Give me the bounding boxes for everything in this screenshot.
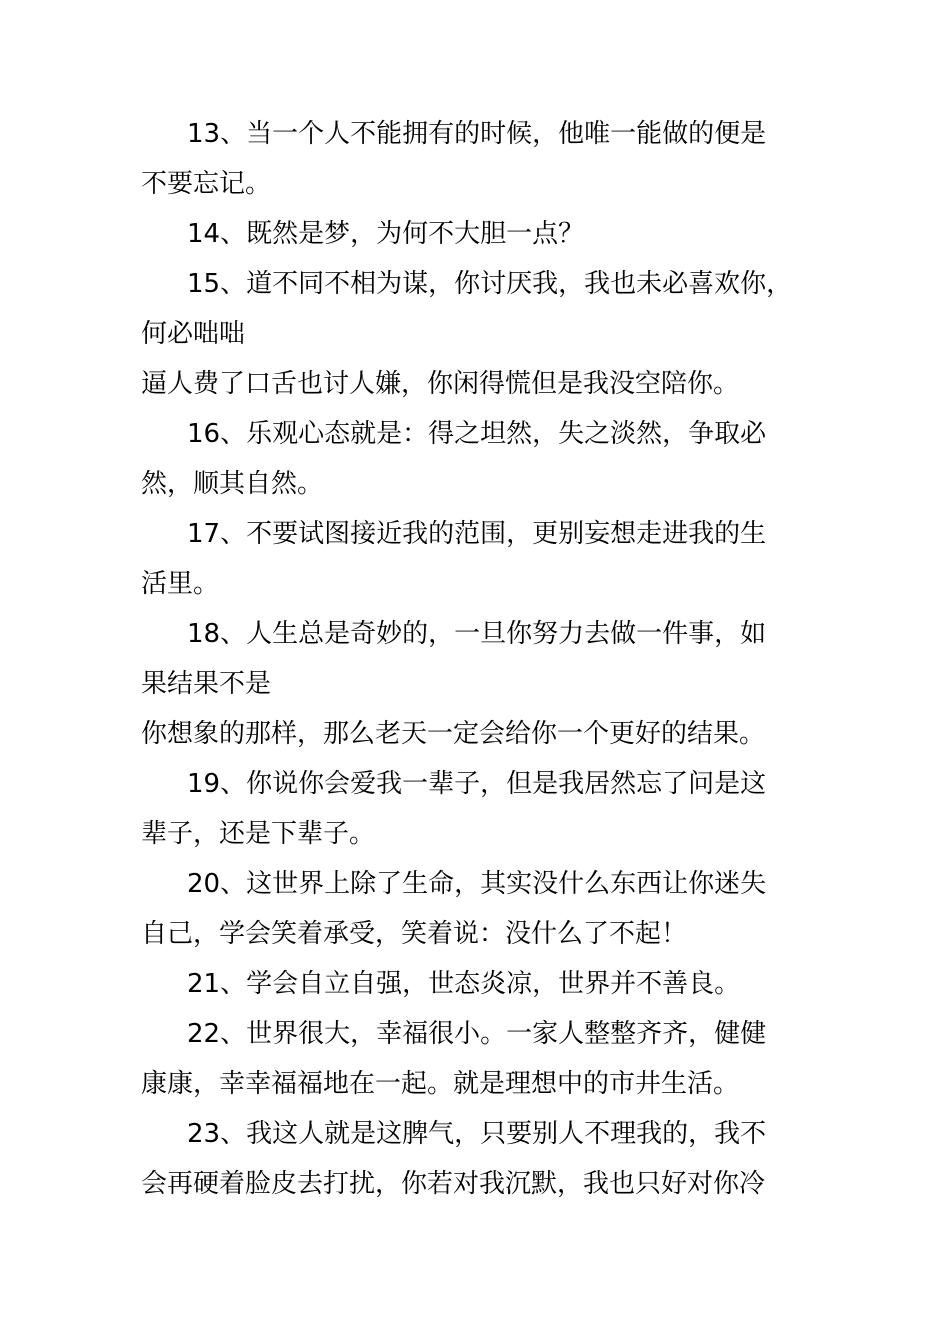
text-line: 18、人生总是奇妙的，一旦你努力去做一件事，如: [187, 619, 767, 649]
text-line: 21、学会自立自强，世态炎凉，世界并不善良。: [187, 969, 741, 999]
text-line: 何必咄咄: [141, 319, 246, 349]
text-line: 辈子，还是下辈子。: [141, 819, 376, 849]
text-line: 17、不要试图接近我的范围，更别妄想走进我的生: [187, 519, 767, 549]
text-line: 14、既然是梦，为何不大胆一点？: [187, 219, 585, 249]
text-line: 不要忘记。: [141, 169, 272, 199]
text-line: 然，顺其自然。: [141, 469, 324, 499]
text-line: 19、你说你会爱我一辈子，但是我居然忘了问是这: [187, 769, 767, 799]
text-line: 活里。: [141, 569, 220, 599]
text-line: 23、我这人就是这脾气，只要别人不理我的，我不: [187, 1119, 767, 1149]
text-line: 22、世界很大，幸福很小。一家人整整齐齐，健健: [187, 1019, 767, 1049]
text-line: 会再硬着脸皮去打扰，你若对我沉默，我也只好对你冷: [141, 1169, 766, 1199]
text-line: 自己，学会笑着承受，笑着说：没什么了不起！: [141, 919, 688, 949]
text-line: 13、当一个人不能拥有的时候，他唯一能做的便是: [187, 119, 767, 149]
text-line: 康康，幸幸福福地在一起。就是理想中的市井生活。: [141, 1069, 740, 1099]
text-line: 你想象的那样，那么老天一定会给你一个更好的结果。: [141, 719, 766, 749]
text-line: 15、道不同不相为谋，你讨厌我，我也未必喜欢你，: [187, 269, 793, 299]
text-line: 16、乐观心态就是：得之坦然，失之淡然，争取必: [187, 419, 767, 449]
text-line: 20、这世界上除了生命，其实没什么东西让你迷失: [187, 869, 767, 899]
text-line: 果结果不是: [141, 669, 272, 699]
text-line: 逼人费了口舌也讨人嫌，你闲得慌但是我没空陪你。: [141, 369, 740, 399]
